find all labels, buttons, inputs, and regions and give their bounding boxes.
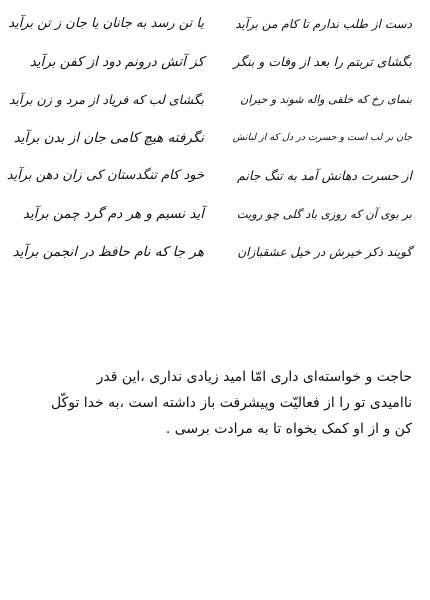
poem [0,14,430,314]
verse-left-3: بگشای لب که فریاد از مرد و زن برآید [8,92,204,107]
interpretation-line-3: کن و از او کمک بخواه تا به مرادت برسی . [165,421,412,437]
verse-left-7: هر جا که نام حافظ در انجمن برآید [12,244,204,260]
verse-left-6: آید نسیم و هر دم گرد چمن برآید [22,206,204,222]
verse-right-1: دست از طلب ندارم تا کام من برآید [235,17,412,31]
verse-right-6: بر بوی آن که روزی باد گلی چو رویت [236,207,412,221]
verse-left-1: یا تن رسد به جانان یا جان ز تن برآید [8,16,204,31]
verse-right-7: گویند ذکر خیرش در خیل عشقبازان [237,245,412,259]
interpretation-text [14,364,412,442]
interpretation-line-2: ناامیدی تو را از فعالیّت وپیشرفت باز داشته است ،به خدا توکّل [50,395,412,411]
verse-left-5: خود کام تنگدستان کی زان دهن برآید [6,168,204,183]
verse-right-4: جان بر لب است و حسرت در دل که از لبانش [232,132,412,143]
verse-right-3: بنمای رخ که خلقی واله شوند و حیران [240,93,412,106]
verse-right-2: بگشای تربتم را بعد از وفات و بنگر [233,54,412,69]
interpretation-line-1: حاجت و خواسته‌ای داری امّا امید زیادی نداری ،این قدر [96,369,412,385]
verse-right-5: از حسرت دهانش آمد به تنگ جانم [237,168,412,183]
verse-left-4: نگرفته هیچ کامی جان از بدن برآید [13,130,204,146]
verse-left-2: کز آتش درونم دود از کفن برآید [29,54,204,70]
